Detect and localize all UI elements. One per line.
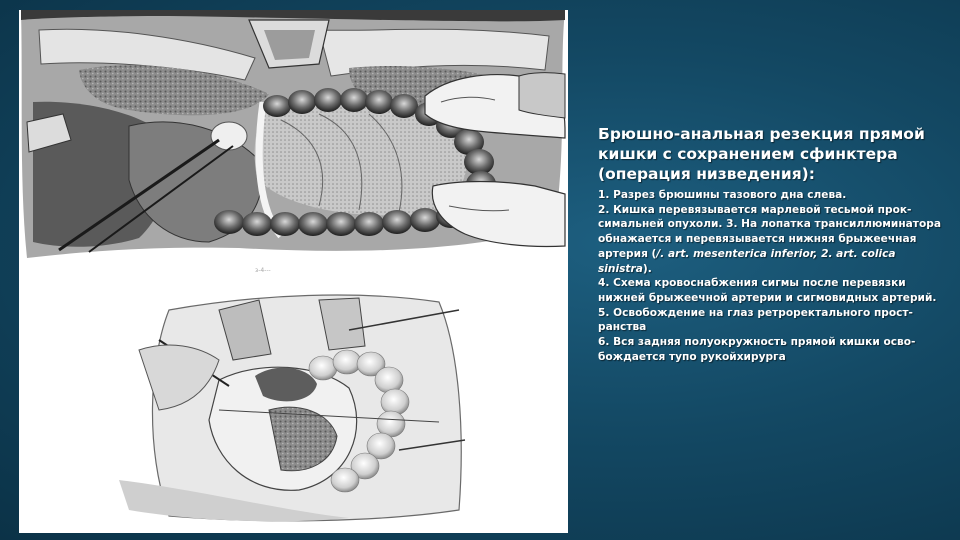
surgical-illustration-panel: [19, 10, 568, 533]
step-6: 6. Вся задняя полуокружность прямой кишки осво-бождается тупо рукойхирурга: [598, 336, 916, 363]
figure-caption: з-4---: [255, 267, 271, 274]
artery-latin-names: /. art. mesenterica inferior, 2. art. colica sinistra: [598, 247, 896, 275]
upper-illustration: [21, 10, 565, 258]
procedure-steps: [598, 188, 943, 364]
step-1: 1. Разрез брюшины тазового дна слева.: [598, 189, 847, 201]
lower-illustration: [119, 295, 465, 521]
slide-title: Брюшно-анальная резекция прямой кишки с сохранением сфинктера (операция низведения):: [598, 125, 925, 183]
step-2-3: 2. Кишка перевязывается марлевой тесьмой прок-симальней опухоли. 3. На лопатка трансиллюминатора обнажается и перевязывается нижняя брыжеечная артерия (/. art. mesenterica inferior, 2. art. colica sinistra).: [598, 203, 941, 275]
surgical-illustration: [19, 10, 568, 533]
step-5: 5. Освобождение на глаз ретроректального прост-ранства: [598, 306, 913, 334]
description-text-block: [598, 124, 943, 364]
step-4: 4. Схема кровоснабжения сигмы после перевязки нижней брыжеечной артерии и сигмовидных артерий.: [598, 277, 937, 304]
